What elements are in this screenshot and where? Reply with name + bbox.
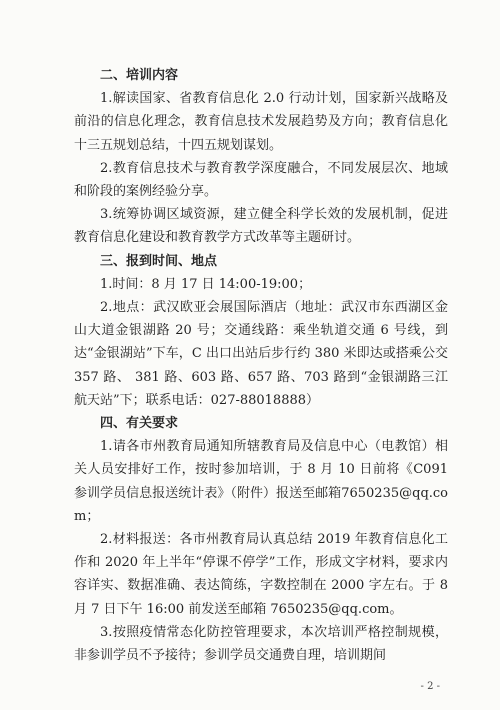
paragraph: 2.材料报送：各市州教育局认真总结 2019 年教育信息化工作和 2020 年上半年“停课不停学”工作，形成文字材料，要求内容详实、数据准确、表达简练，字数控制在 2000 字左右。于 8 月 7 日下午 16:00 前发送至邮箱 7650235@qq.com。	[74, 532, 448, 617]
paragraph: 2.地点：武汉欧亚会展国际酒店（地址：武汉市东西湖区金山大道金银湖路 20 号；交通线路：乘坐轨道交通 6 号线，到达“金银湖站”下车，C 出口出站后步行约 380 米即达或搭乘公交 357 路、 381 路、603 路、657 路、703 路到“金银湖路三江航天站”下；联系电话：027-88018888）	[74, 300, 448, 408]
paragraph: 3.按照疫情常态化防控管理要求，本次培训严格控制规模，非参训学员不予接待；参训学员交通费自理，培训期间	[74, 624, 448, 664]
paragraph: 1.时间：8 月 17 日 14:00-19:00；	[100, 276, 312, 292]
section-heading: 三、报到时间、地点	[100, 253, 218, 269]
section-requirements	[74, 412, 448, 667]
section-registration	[74, 250, 448, 412]
paragraph: 1.解读国家、省教育信息化 2.0 行动计划，国家新兴战略及前沿的信息化理念，教育信息技术发展趋势及方向；教育信息化十三五规划总结，十四五规划谋划。	[74, 91, 448, 153]
paragraph: 3.统筹协调区域资源，建立健全科学长效的发展机制，促进教育信息化建设和教育教学方式改革等主题研讨。	[74, 207, 448, 246]
section-heading: 二、培训内容	[100, 68, 179, 83]
paragraph: 2.教育信息技术与教育教学深度融合，不同发展层次、地域和阶段的案例经验分享。	[74, 160, 448, 200]
section-heading: 四、有关要求	[100, 416, 179, 432]
page-number: - 2 -	[420, 681, 440, 692]
section-training-content	[74, 64, 448, 250]
document-body	[74, 64, 448, 667]
paragraph: 1.请各市州教育局通知所辖教育局及信息中心（电教馆）相关人员安排好工作，按时参加培训，于 8 月 10 日前将《C091 参训学员信息报送统计表》（附件）报送至邮箱7650235@qq.com；	[74, 439, 448, 524]
